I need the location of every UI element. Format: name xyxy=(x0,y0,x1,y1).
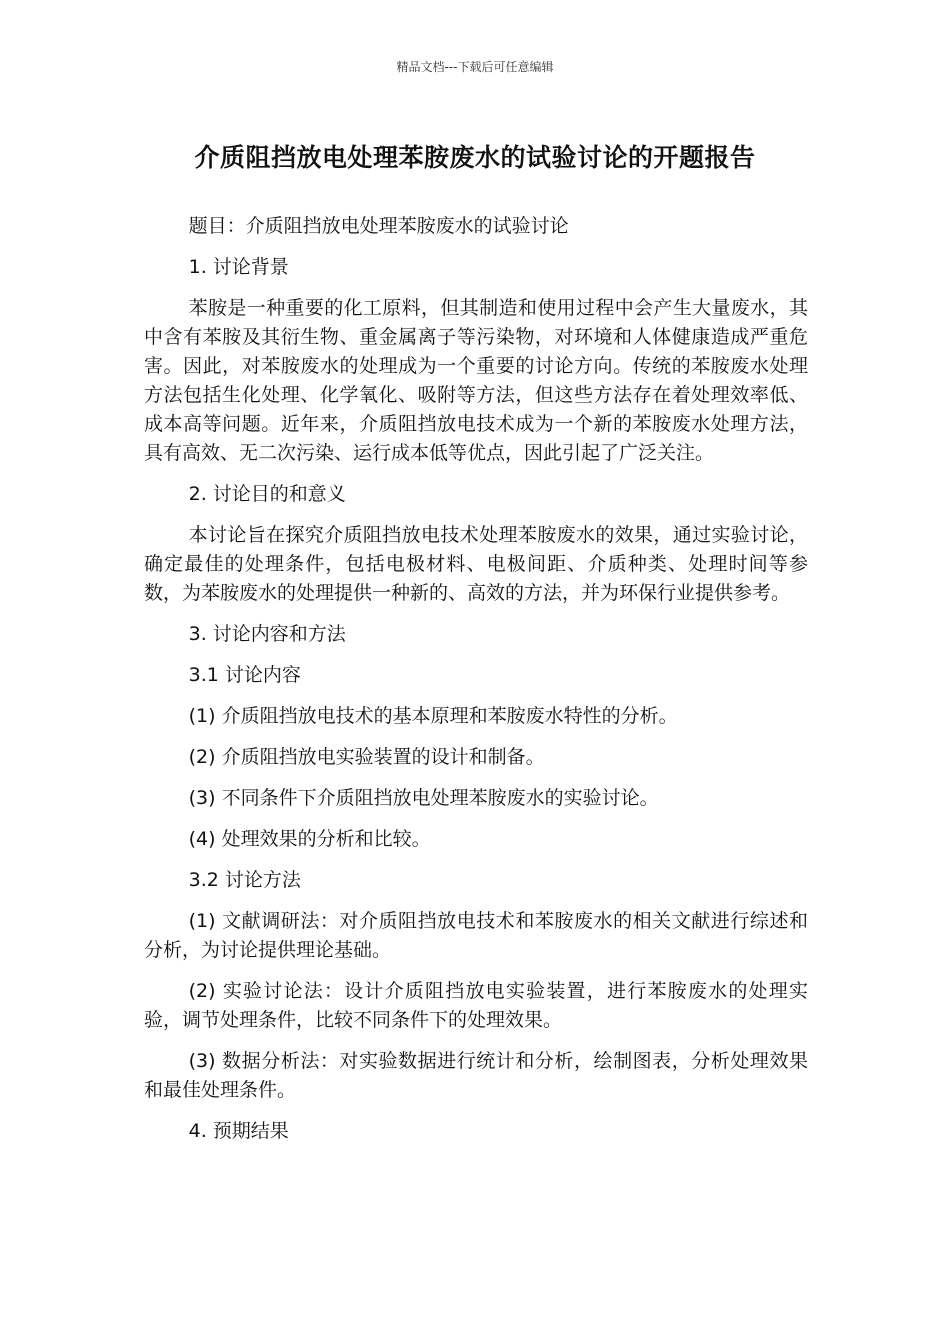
list-item-content-1: (1) 介质阻挡放电技术的基本原理和苯胺废水特性的分析。 xyxy=(188,705,678,727)
document-body xyxy=(144,212,808,1158)
list-item-content-3: (3) 不同条件下介质阻挡放电处理苯胺废水的实验讨论。 xyxy=(188,787,659,809)
paragraph-topic: 题目：介质阻挡放电处理苯胺废水的试验讨论 xyxy=(188,215,569,237)
list-item-content-4: (4) 处理效果的分析和比较。 xyxy=(188,828,431,850)
section-heading-content-method: 3. 讨论内容和方法 xyxy=(188,623,346,645)
header-note: 精品文档---下载后可任意编辑 xyxy=(396,60,554,74)
section-heading-background: 1. 讨论背景 xyxy=(188,256,289,278)
list-item-method-1: (1) 文献调研法：对介质阻挡放电技术和苯胺废水的相关文献进行综述和分析，为讨论提供理论基础。 xyxy=(144,910,808,961)
paragraph-background: 苯胺是一种重要的化工原料，但其制造和使用过程中会产生大量废水，其中含有苯胺及其衍生物、重金属离子等污染物，对环境和人体健康造成严重危害。因此，对苯胺废水的处理成为一个重要的讨论方向。传统的苯胺废水处理方法包括生化处理、化学氧化、吸附等方法，但这些方法存在着处理效率低、成本高等问题。近年来，介质阻挡放电技术成为一个新的苯胺废水处理方法，具有高效、无二次污染、运行成本低等优点，因此引起了广泛关注。 xyxy=(144,297,808,464)
list-item-content-2: (2) 介质阻挡放电实验装置的设计和制备。 xyxy=(188,746,545,768)
subsection-heading-content: 3.1 讨论内容 xyxy=(188,664,301,686)
list-item-method-3: (3) 数据分析法：对实验数据进行统计和分析，绘制图表，分析处理效果和最佳处理条件。 xyxy=(144,1050,808,1101)
list-item-method-2: (2) 实验讨论法：设计介质阻挡放电实验装置，进行苯胺废水的处理实验，调节处理条件，比较不同条件下的处理效果。 xyxy=(144,980,808,1031)
document-title: 介质阻挡放电处理苯胺废水的试验讨论的开题报告 xyxy=(194,143,756,172)
paragraph-purpose: 本讨论旨在探究介质阻挡放电技术处理苯胺废水的效果，通过实验讨论，确定最佳的处理条件，包括电极材料、电极间距、介质种类、处理时间等参数，为苯胺废水的处理提供一种新的、高效的方法，并为环保行业提供参考。 xyxy=(144,524,808,604)
section-heading-expected-results: 4. 预期结果 xyxy=(188,1120,289,1142)
section-heading-purpose: 2. 讨论目的和意义 xyxy=(188,483,346,505)
subsection-heading-method: 3.2 讨论方法 xyxy=(188,869,301,891)
